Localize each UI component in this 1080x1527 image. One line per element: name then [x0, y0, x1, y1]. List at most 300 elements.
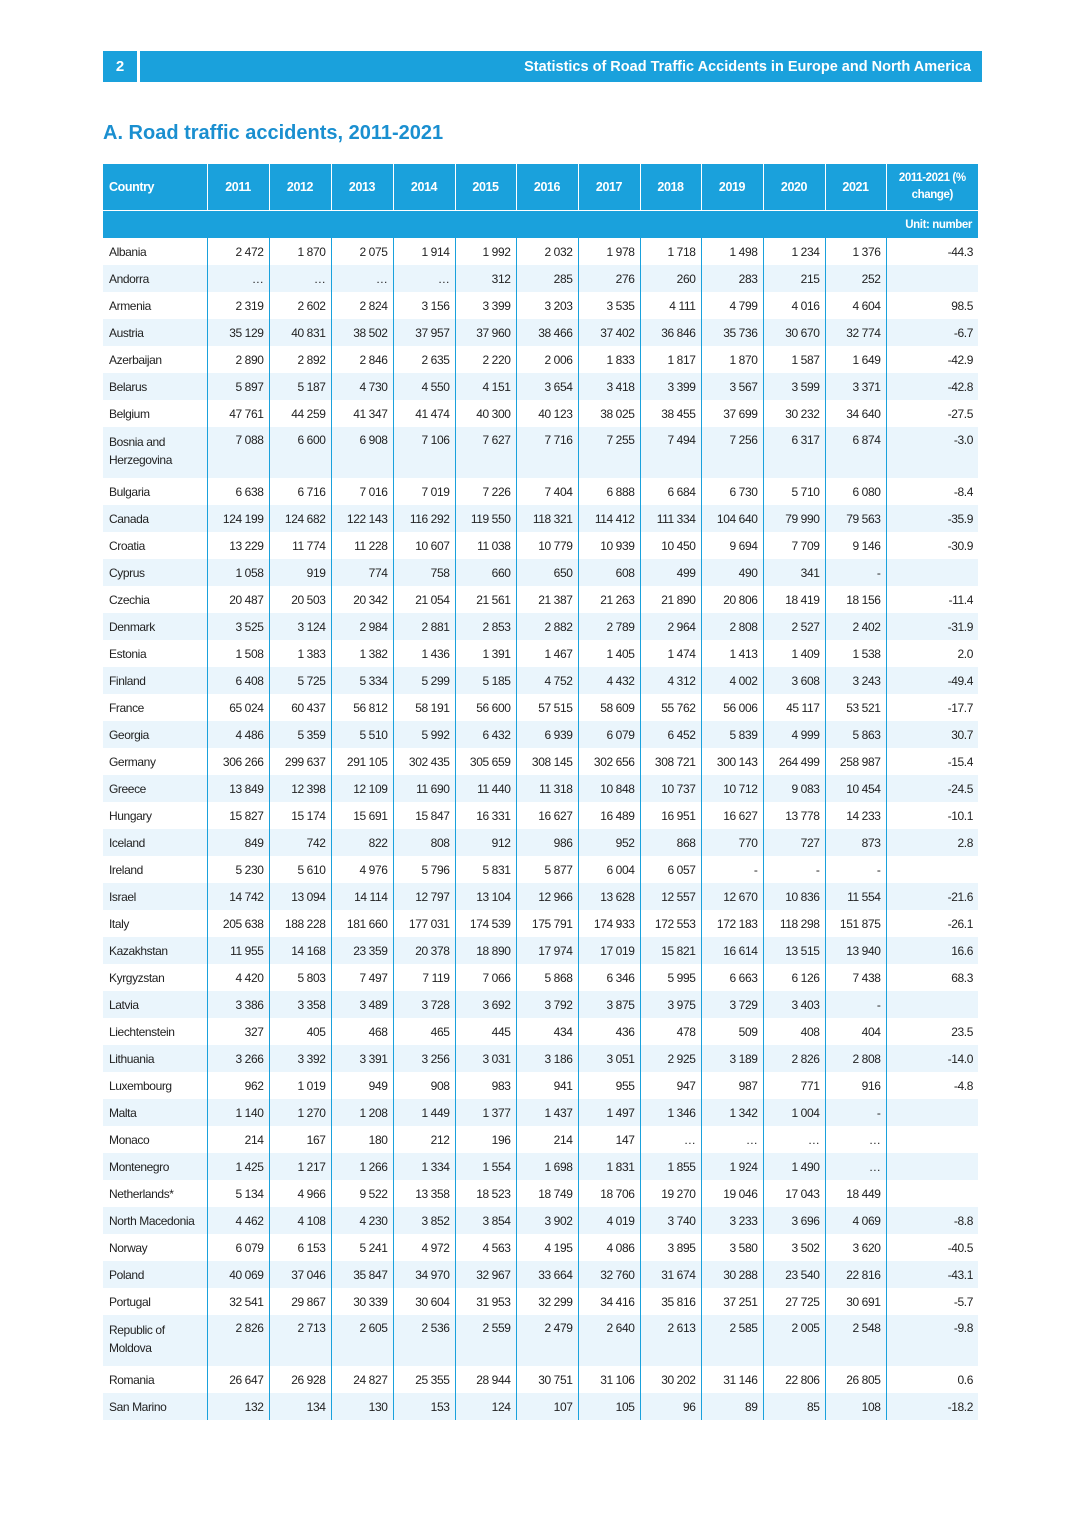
- value-cell: 312: [455, 265, 516, 292]
- value-cell: 1 554: [455, 1153, 516, 1180]
- value-cell: 4 550: [393, 373, 455, 400]
- value-cell: 774: [331, 559, 393, 586]
- value-cell: 1 405: [578, 640, 640, 667]
- table-row: [103, 478, 978, 505]
- value-cell: 5 241: [331, 1234, 393, 1261]
- country-cell: Ireland: [103, 856, 207, 883]
- value-cell: 2 559: [455, 1315, 516, 1366]
- value-cell: 31 106: [578, 1366, 640, 1393]
- value-cell: 30 339: [331, 1288, 393, 1315]
- value-cell: 305 659: [455, 748, 516, 775]
- country-cell: Greece: [103, 775, 207, 802]
- value-cell: 53 521: [825, 694, 886, 721]
- value-cell: 174 933: [578, 910, 640, 937]
- value-cell: 283: [701, 265, 763, 292]
- value-cell: 5 897: [207, 373, 269, 400]
- value-cell: 5 299: [393, 667, 455, 694]
- value-cell: 124 682: [269, 505, 331, 532]
- table-row: [103, 505, 978, 532]
- value-cell: 5 995: [640, 964, 701, 991]
- table-row: [103, 346, 978, 373]
- value-cell: 3 399: [640, 373, 701, 400]
- value-cell: 1 436: [393, 640, 455, 667]
- value-cell: 11 774: [269, 532, 331, 559]
- value-cell: 2 402: [825, 613, 886, 640]
- value-cell: 2 964: [640, 613, 701, 640]
- value-cell: 188 228: [269, 910, 331, 937]
- value-cell: 405: [269, 1018, 331, 1045]
- value-cell: 18 749: [516, 1180, 578, 1207]
- change-cell: -31.9: [886, 613, 978, 640]
- value-cell: 16 627: [701, 802, 763, 829]
- value-cell: 18 706: [578, 1180, 640, 1207]
- table-row: [103, 238, 978, 265]
- value-cell: 3 729: [701, 991, 763, 1018]
- value-cell: 3 654: [516, 373, 578, 400]
- value-cell: 13 094: [269, 883, 331, 910]
- value-cell: 30 202: [640, 1366, 701, 1393]
- country-cell: Andorra: [103, 265, 207, 292]
- value-cell: 35 816: [640, 1288, 701, 1315]
- value-cell: 468: [331, 1018, 393, 1045]
- value-cell: 264 499: [763, 748, 825, 775]
- value-cell: 85: [763, 1393, 825, 1420]
- value-cell: 7 255: [578, 427, 640, 478]
- value-cell: 962: [207, 1072, 269, 1099]
- value-cell: 1 217: [269, 1153, 331, 1180]
- country-cell: Belarus: [103, 373, 207, 400]
- value-cell: 29 867: [269, 1288, 331, 1315]
- value-cell: 1 391: [455, 640, 516, 667]
- page-header-bar: [103, 51, 982, 82]
- value-cell: 3 792: [516, 991, 578, 1018]
- country-cell: Iceland: [103, 829, 207, 856]
- value-cell: 986: [516, 829, 578, 856]
- value-cell: 25 355: [393, 1366, 455, 1393]
- table-row: [103, 721, 978, 748]
- table-row: [103, 1072, 978, 1099]
- page-number: 2: [103, 51, 140, 82]
- value-cell: 27 725: [763, 1288, 825, 1315]
- column-header-country: Country: [103, 164, 207, 211]
- value-cell: 10 939: [578, 532, 640, 559]
- value-cell: 18 449: [825, 1180, 886, 1207]
- table-row: [103, 910, 978, 937]
- value-cell: 300 143: [701, 748, 763, 775]
- value-cell: 4 420: [207, 964, 269, 991]
- value-cell: 41 347: [331, 400, 393, 427]
- value-cell: 23 359: [331, 937, 393, 964]
- value-cell: 1 870: [701, 346, 763, 373]
- value-cell: 7 066: [455, 964, 516, 991]
- value-cell: 2 808: [701, 613, 763, 640]
- column-header-year: 2013: [331, 164, 393, 211]
- value-cell: 5 334: [331, 667, 393, 694]
- value-cell: 9 083: [763, 775, 825, 802]
- value-cell: 1 334: [393, 1153, 455, 1180]
- change-cell: [886, 559, 978, 586]
- change-cell: -8.4: [953, 484, 973, 499]
- country-cell: Monaco: [103, 1126, 207, 1153]
- value-cell: 30 670: [763, 319, 825, 346]
- value-cell: 3 525: [207, 613, 269, 640]
- value-cell: 2 640: [578, 1315, 640, 1366]
- value-cell: 4 016: [763, 292, 825, 319]
- value-cell: 5 803: [269, 964, 331, 991]
- value-cell: 5 185: [455, 667, 516, 694]
- value-cell: 4 108: [269, 1207, 331, 1234]
- value-cell: 214: [516, 1126, 578, 1153]
- value-cell: 47 761: [207, 400, 269, 427]
- value-cell: 32 774: [825, 319, 886, 346]
- value-cell: 79 990: [763, 505, 825, 532]
- value-cell: 13 849: [207, 775, 269, 802]
- value-cell: …: [331, 265, 393, 292]
- value-cell: 1 538: [825, 640, 886, 667]
- change-cell: -5.7: [953, 1294, 973, 1309]
- value-cell: 132: [207, 1393, 269, 1420]
- value-cell: 7 716: [516, 427, 578, 478]
- value-cell: 1 587: [763, 346, 825, 373]
- table-row: [103, 883, 978, 910]
- table-row: [103, 532, 978, 559]
- value-cell: 9 522: [331, 1180, 393, 1207]
- value-cell: 3 502: [763, 1234, 825, 1261]
- value-cell: 1 467: [516, 640, 578, 667]
- value-cell: 3 156: [393, 292, 455, 319]
- value-cell: 6 346: [578, 964, 640, 991]
- change-cell: [886, 1153, 978, 1180]
- accidents-table: [103, 164, 978, 1420]
- change-cell: 30.7: [886, 721, 978, 748]
- country-cell: Kyrgyzstan: [103, 964, 207, 991]
- value-cell: 124 199: [207, 505, 269, 532]
- value-cell: 299 637: [269, 748, 331, 775]
- change-cell: -3.0: [886, 427, 978, 478]
- value-cell: 1 508: [207, 640, 269, 667]
- value-cell: 12 557: [640, 883, 701, 910]
- table-row: [103, 1018, 978, 1045]
- value-cell: 3 620: [825, 1234, 886, 1261]
- value-cell: 7 088: [207, 427, 269, 478]
- value-cell: 10 607: [393, 532, 455, 559]
- value-cell: 7 256: [701, 427, 763, 478]
- value-cell: 434: [516, 1018, 578, 1045]
- country-cell: Belgium: [103, 400, 207, 427]
- value-cell: 3 696: [763, 1207, 825, 1234]
- value-cell: 1 377: [455, 1099, 516, 1126]
- value-cell: 79 563: [825, 505, 886, 532]
- value-cell: 105: [578, 1393, 640, 1420]
- table-row: [103, 937, 978, 964]
- value-cell: 167: [269, 1126, 331, 1153]
- change-cell: -43.1: [886, 1261, 978, 1288]
- value-cell: 465: [393, 1018, 455, 1045]
- value-cell: 22 816: [825, 1261, 886, 1288]
- value-cell: 436: [578, 1018, 640, 1045]
- change-cell: -17.7: [947, 700, 973, 715]
- value-cell: 849: [207, 829, 269, 856]
- value-cell: 14 114: [331, 883, 393, 910]
- value-cell: …: [269, 265, 331, 292]
- value-cell: 33 664: [516, 1261, 578, 1288]
- value-cell: 3 580: [701, 1234, 763, 1261]
- country-cell: Bulgaria: [103, 478, 207, 505]
- value-cell: 58 191: [393, 694, 455, 721]
- value-cell: 5 992: [393, 721, 455, 748]
- value-cell: 306 266: [207, 748, 269, 775]
- change-cell: -6.7: [886, 319, 978, 346]
- value-cell: 11 038: [455, 532, 516, 559]
- value-cell: 1 004: [763, 1099, 825, 1126]
- change-cell: 2.8: [886, 829, 978, 856]
- value-cell: 11 690: [393, 775, 455, 802]
- value-cell: 30 288: [701, 1261, 763, 1288]
- value-cell: 172 553: [640, 910, 701, 937]
- value-cell: 3 692: [455, 991, 516, 1018]
- value-cell: 6 004: [578, 856, 640, 883]
- value-cell: 6 126: [763, 964, 825, 991]
- value-cell: 56 006: [701, 694, 763, 721]
- value-cell: 134: [269, 1393, 331, 1420]
- value-cell: 119 550: [455, 505, 516, 532]
- change-cell: -49.4: [886, 667, 978, 694]
- value-cell: 2 585: [701, 1315, 763, 1366]
- table-row: [103, 667, 978, 694]
- value-cell: 40 069: [207, 1261, 269, 1288]
- value-cell: 4 195: [516, 1234, 578, 1261]
- country-cell: Malta: [103, 1099, 207, 1126]
- table-body: [103, 238, 978, 1420]
- table-row: [103, 586, 978, 613]
- value-cell: 2 220: [455, 346, 516, 373]
- value-cell: 31 146: [701, 1366, 763, 1393]
- change-cell: -42.8: [886, 373, 978, 400]
- value-cell: 11 440: [455, 775, 516, 802]
- country-cell: Montenegro: [103, 1153, 207, 1180]
- value-cell: 3 386: [207, 991, 269, 1018]
- value-cell: 916: [825, 1072, 886, 1099]
- value-cell: 6 153: [269, 1234, 331, 1261]
- value-cell: 34 640: [825, 400, 886, 427]
- change-cell: -44.3: [947, 244, 973, 259]
- value-cell: 5 134: [207, 1180, 269, 1207]
- value-cell: 6 908: [331, 427, 393, 478]
- column-header-year: 2015: [455, 164, 516, 211]
- value-cell: 13 940: [825, 937, 886, 964]
- country-cell: Finland: [103, 667, 207, 694]
- value-cell: 13 358: [393, 1180, 455, 1207]
- value-cell: 2 826: [763, 1045, 825, 1072]
- country-cell: Norway: [103, 1234, 207, 1261]
- value-cell: 4 976: [331, 856, 393, 883]
- value-cell: 37 699: [701, 400, 763, 427]
- change-cell: -9.8: [886, 1315, 978, 1366]
- value-cell: 1 870: [269, 238, 331, 265]
- value-cell: 4 604: [825, 292, 886, 319]
- value-cell: 13 229: [207, 532, 269, 559]
- table-row: [103, 1207, 978, 1234]
- value-cell: …: [701, 1126, 763, 1153]
- country-cell: Azerbaijan: [103, 346, 207, 373]
- value-cell: 2 846: [331, 346, 393, 373]
- value-cell: 3 403: [763, 991, 825, 1018]
- value-cell: 17 019: [578, 937, 640, 964]
- value-cell: 6 684: [640, 478, 701, 505]
- country-cell: Austria: [103, 319, 207, 346]
- table-row: [103, 1099, 978, 1126]
- value-cell: 16 331: [455, 802, 516, 829]
- value-cell: …: [825, 1153, 886, 1180]
- country-cell: Latvia: [103, 991, 207, 1018]
- country-cell: Estonia: [103, 640, 207, 667]
- value-cell: 37 046: [269, 1261, 331, 1288]
- value-cell: 12 797: [393, 883, 455, 910]
- table-row: [103, 1288, 978, 1315]
- value-cell: 1 140: [207, 1099, 269, 1126]
- value-cell: 2 613: [640, 1315, 701, 1366]
- value-cell: 3 740: [640, 1207, 701, 1234]
- value-cell: 114 412: [578, 505, 640, 532]
- value-cell: 55 762: [640, 694, 701, 721]
- value-cell: 1 992: [455, 238, 516, 265]
- value-cell: 30 751: [516, 1366, 578, 1393]
- value-cell: 37 251: [701, 1288, 763, 1315]
- value-cell: 40 300: [455, 400, 516, 427]
- value-cell: 1 346: [640, 1099, 701, 1126]
- value-cell: 18 419: [763, 586, 825, 613]
- value-cell: 6 080: [825, 478, 886, 505]
- value-cell: 2 892: [269, 346, 331, 373]
- value-cell: 1 698: [516, 1153, 578, 1180]
- value-cell: 3 392: [269, 1045, 331, 1072]
- value-cell: 327: [207, 1018, 269, 1045]
- value-cell: 5 359: [269, 721, 331, 748]
- value-cell: 20 342: [331, 586, 393, 613]
- value-cell: 38 466: [516, 319, 578, 346]
- value-cell: 13 628: [578, 883, 640, 910]
- value-cell: 96: [640, 1393, 701, 1420]
- value-cell: 868: [640, 829, 701, 856]
- country-cell: Albania: [103, 238, 207, 265]
- value-cell: 16 489: [578, 802, 640, 829]
- value-cell: 1 409: [763, 640, 825, 667]
- value-cell: 5 230: [207, 856, 269, 883]
- value-cell: 181 660: [331, 910, 393, 937]
- value-cell: 13 515: [763, 937, 825, 964]
- value-cell: 808: [393, 829, 455, 856]
- value-cell: 291 105: [331, 748, 393, 775]
- change-cell: -24.5: [886, 775, 978, 802]
- value-cell: 22 806: [763, 1366, 825, 1393]
- value-cell: 3 243: [825, 667, 886, 694]
- unit-row: [103, 211, 978, 239]
- value-cell: 15 847: [393, 802, 455, 829]
- value-cell: 742: [269, 829, 331, 856]
- value-cell: 7 119: [393, 964, 455, 991]
- value-cell: 130: [331, 1393, 393, 1420]
- value-cell: 4 730: [331, 373, 393, 400]
- value-cell: 7 494: [640, 427, 701, 478]
- value-cell: 11 318: [516, 775, 578, 802]
- value-cell: 822: [331, 829, 393, 856]
- value-cell: 1 924: [701, 1153, 763, 1180]
- value-cell: 5 868: [516, 964, 578, 991]
- column-header-change: 2011-2021 (% change): [886, 164, 978, 211]
- value-cell: 17 043: [763, 1180, 825, 1207]
- value-cell: 6 408: [207, 667, 269, 694]
- value-cell: 16 951: [640, 802, 701, 829]
- value-cell: 7 438: [825, 964, 886, 991]
- value-cell: 58 609: [578, 694, 640, 721]
- value-cell: 1 208: [331, 1099, 393, 1126]
- value-cell: 116 292: [393, 505, 455, 532]
- value-cell: 2 479: [516, 1315, 578, 1366]
- change-cell: -4.8: [953, 1078, 973, 1093]
- value-cell: 6 638: [207, 478, 269, 505]
- value-cell: 36 846: [640, 319, 701, 346]
- value-cell: 7 019: [393, 478, 455, 505]
- value-cell: 12 966: [516, 883, 578, 910]
- value-cell: 1 718: [640, 238, 701, 265]
- value-cell: 955: [578, 1072, 640, 1099]
- value-cell: 3 902: [516, 1207, 578, 1234]
- value-cell: 11 228: [331, 532, 393, 559]
- value-cell: 478: [640, 1018, 701, 1045]
- value-cell: 20 378: [393, 937, 455, 964]
- table-row: [103, 613, 978, 640]
- value-cell: 89: [701, 1393, 763, 1420]
- value-cell: 3 266: [207, 1045, 269, 1072]
- unit-label: Unit: number: [103, 211, 978, 239]
- change-cell: [886, 991, 978, 1018]
- value-cell: 2 075: [331, 238, 393, 265]
- change-cell: -27.5: [947, 406, 973, 421]
- column-header-year: 2012: [269, 164, 331, 211]
- value-cell: 258 987: [825, 748, 886, 775]
- value-cell: 6 057: [640, 856, 701, 883]
- value-cell: 3 189: [701, 1045, 763, 1072]
- value-cell: 404: [825, 1018, 886, 1045]
- value-cell: 2 635: [393, 346, 455, 373]
- value-cell: 302 656: [578, 748, 640, 775]
- country-cell: Italy: [103, 910, 207, 937]
- value-cell: 20 806: [701, 586, 763, 613]
- country-cell: Cyprus: [103, 559, 207, 586]
- table-row: [103, 559, 978, 586]
- value-cell: 104 640: [701, 505, 763, 532]
- value-cell: 1 497: [578, 1099, 640, 1126]
- value-cell: 147: [578, 1126, 640, 1153]
- value-cell: 3 418: [578, 373, 640, 400]
- value-cell: 4 966: [269, 1180, 331, 1207]
- value-cell: 608: [578, 559, 640, 586]
- value-cell: 952: [578, 829, 640, 856]
- value-cell: -: [825, 559, 886, 586]
- value-cell: 1 437: [516, 1099, 578, 1126]
- value-cell: 2 319: [207, 292, 269, 319]
- value-cell: 9 146: [825, 532, 886, 559]
- value-cell: 6 600: [269, 427, 331, 478]
- table-row: [103, 991, 978, 1018]
- value-cell: 4 086: [578, 1234, 640, 1261]
- value-cell: 56 812: [331, 694, 393, 721]
- value-cell: 32 967: [455, 1261, 516, 1288]
- value-cell: 38 025: [578, 400, 640, 427]
- value-cell: 2 605: [331, 1315, 393, 1366]
- value-cell: 5 510: [331, 721, 393, 748]
- value-cell: 770: [701, 829, 763, 856]
